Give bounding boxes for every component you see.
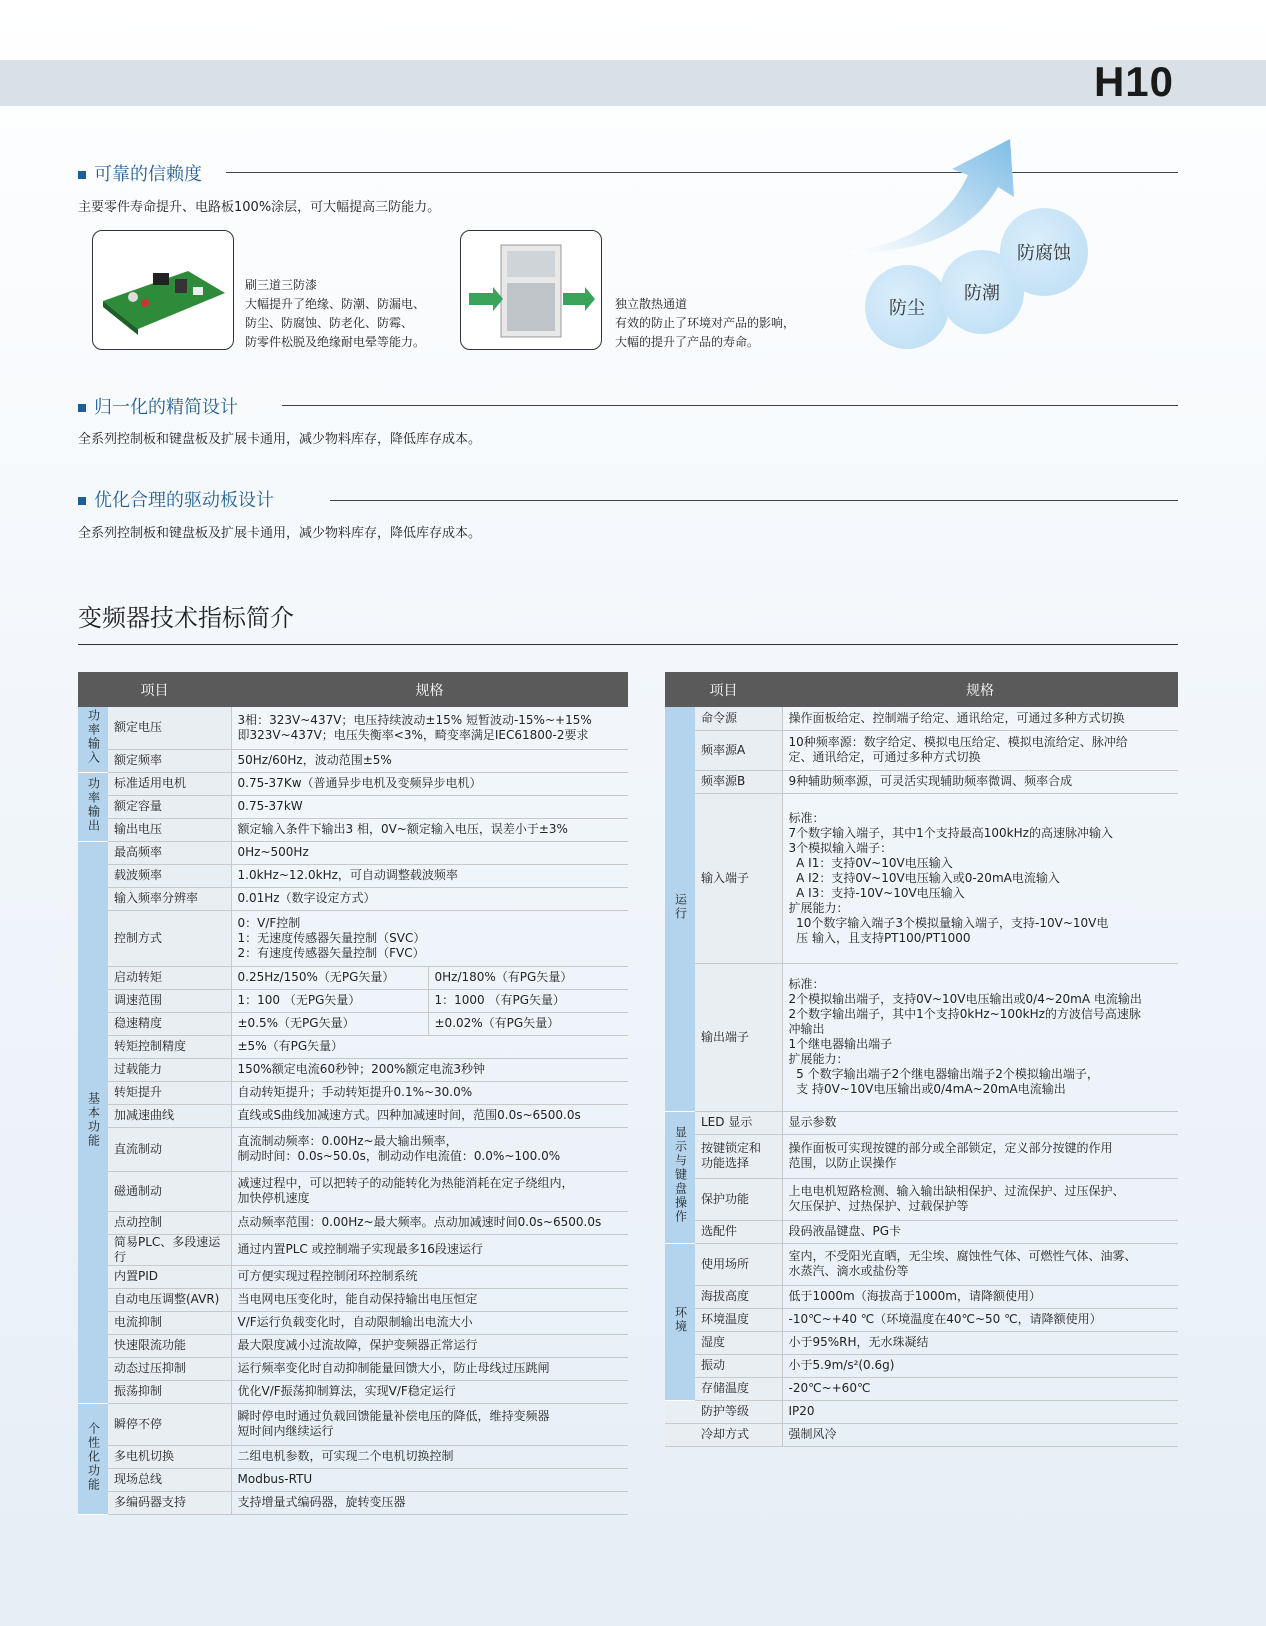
header-band	[0, 60, 1266, 106]
col-header-item: 项目	[78, 672, 231, 707]
spec-value: 0Hz/180%（有PG矢量）	[428, 966, 628, 989]
section-title-driveboard: 优化合理的驱动板设计	[78, 486, 274, 512]
category-cell: 基本功能	[78, 841, 108, 1403]
spec-value: 支持增量式编码器，旋转变压器	[231, 1491, 628, 1514]
section-desc: 全系列控制板和键盘板及扩展卡通用，减少物料库存，降低库存成本。	[78, 526, 482, 541]
spec-item: 频率源A	[695, 730, 782, 770]
spec-item: 多电机切换	[108, 1445, 231, 1468]
spec-item: 防护等级	[695, 1400, 782, 1423]
cooling-caption: 独立散热通道 有效的防止了环境对产品的影响， 大幅的提升了产品的寿命。	[615, 297, 796, 349]
spec-item: 简易PLC、多段速运行	[108, 1234, 231, 1265]
spec-value: 0：V/F控制 1：无速度传感器矢量控制（SVC） 2：有速度传感器矢量控制（FVC）	[231, 910, 628, 966]
spec-value: -20℃~+60℃	[782, 1377, 1178, 1400]
spec-value: 通过内置PLC 或控制端子实现最多16段速运行	[231, 1234, 628, 1265]
spec-value: 上电电机短路检测、输入输出缺相保护、过流保护、过压保护、 欠压保护、过热保护、过载保护等	[782, 1178, 1178, 1220]
spec-item: 按键锁定和 功能选择	[695, 1134, 782, 1178]
spec-value: 室内，不受阳光直晒，无尘埃、腐蚀性气体、可燃性气体、油雾、 水蒸汽、滴水或盐份等	[782, 1243, 1178, 1285]
spec-item: 输入端子	[695, 793, 782, 963]
spec-value: 0.75-37kW	[231, 795, 628, 818]
cooling-image	[460, 230, 602, 350]
category-cell-empty	[665, 1400, 695, 1423]
spec-item: 命令源	[695, 707, 782, 730]
spec-item: 调速范围	[108, 989, 231, 1012]
spec-item: 输出端子	[695, 963, 782, 1111]
spec-value: 0Hz~500Hz	[231, 841, 628, 864]
spec-item: 动态过压抑制	[108, 1357, 231, 1380]
bullet-square-icon	[78, 171, 86, 179]
spec-value: 减速过程中，可以把转子的动能转化为热能消耗在定子绕组内， 加快停机速度	[231, 1171, 628, 1211]
spec-item: 启动转矩	[108, 966, 231, 989]
spec-item: 输出电压	[108, 818, 231, 841]
spec-item: 频率源B	[695, 770, 782, 793]
spec-table-left	[78, 672, 628, 1515]
spec-item: 磁通制动	[108, 1171, 231, 1211]
spec-value: 运行频率变化时自动抑制能量回馈大小，防止母线过压跳闸	[231, 1357, 628, 1380]
spec-value: 小于95%RH，无水珠凝结	[782, 1331, 1178, 1354]
category-cell-empty	[665, 1423, 695, 1446]
spec-item: 环境温度	[695, 1308, 782, 1331]
spec-item: 转矩提升	[108, 1081, 231, 1104]
spec-item: 转矩控制精度	[108, 1035, 231, 1058]
bullet-square-icon	[78, 404, 86, 412]
spec-value: 操作面板可实现按键的部分或全部锁定，定义部分按键的作用 范围，以防止误操作	[782, 1134, 1178, 1178]
spec-item: 振荡抑制	[108, 1380, 231, 1403]
col-header-spec: 规格	[231, 672, 628, 707]
spec-value: 0.75-37Kw（普通异步电机及变频异步电机）	[231, 772, 628, 795]
spec-value: 9种辅助频率源，可灵活实现辅助频率微调、频率合成	[782, 770, 1178, 793]
category-cell: 运行	[665, 707, 695, 1111]
spec-value: 1：1000 （有PG矢量）	[428, 989, 628, 1012]
spec-item: 直流制动	[108, 1127, 231, 1171]
spec-item: 振动	[695, 1354, 782, 1377]
spec-value: 优化V/F振荡抑制算法，实现V/F稳定运行	[231, 1380, 628, 1403]
spec-item: 载波频率	[108, 864, 231, 887]
spec-item: 自动电压调整(AVR)	[108, 1288, 231, 1311]
col-header-item: 项目	[665, 672, 782, 707]
spec-item: 快速限流功能	[108, 1334, 231, 1357]
spec-item: 最高频率	[108, 841, 231, 864]
spec-item: 使用场所	[695, 1243, 782, 1285]
category-cell: 环境	[665, 1243, 695, 1400]
spec-value: IP20	[782, 1400, 1178, 1423]
spec-value: 直流制动频率：0.00Hz~最大输出频率， 制动时间：0.0s~50.0s，制动动作电流值：0.0%~100.0%	[231, 1127, 628, 1171]
spec-item: 额定频率	[108, 749, 231, 772]
spec-item: 额定容量	[108, 795, 231, 818]
section-title-unified: 归一化的精简设计	[78, 393, 238, 419]
spec-item: 瞬停不停	[108, 1403, 231, 1445]
category-cell: 功率输入	[78, 707, 108, 772]
category-cell: 显示与键盘操作	[665, 1111, 695, 1243]
spec-item: 过载能力	[108, 1058, 231, 1081]
spec-value: 最大限度减小过流故障，保护变频器正常运行	[231, 1334, 628, 1357]
spec-value: 3相：323V~437V；电压持续波动±15% 短暂波动-15%~+15% 即323V~437V；电压失衡率<3%，畸变率满足IEC61800-2要求	[231, 707, 628, 749]
spec-value: 0.01Hz（数字设定方式）	[231, 887, 628, 910]
spec-value: 150%额定电流60秒钟；200%额定电流3秒钟	[231, 1058, 628, 1081]
circuit-board-icon	[93, 231, 233, 349]
spec-value: 段码液晶键盘、PG卡	[782, 1220, 1178, 1243]
model-title: H10	[1093, 58, 1174, 105]
spec-value: 低于1000m（海拔高于1000m，请降额使用）	[782, 1285, 1178, 1308]
spec-value: 可方便实现过程控制闭环控制系统	[231, 1265, 628, 1288]
spec-value: 1.0kHz~12.0kHz，可自动调整载波频率	[231, 864, 628, 887]
spec-value: 当电网电压变化时，能自动保持输出电压恒定	[231, 1288, 628, 1311]
spec-value: 瞬时停电时通过负载回馈能量补偿电压的降低，维持变频器 短时间内继续运行	[231, 1403, 628, 1445]
section-rule	[226, 172, 1178, 173]
spec-item: 现场总线	[108, 1468, 231, 1491]
spec-value: -10℃~+40 ℃（环境温度在40℃~50 ℃，请降额使用）	[782, 1308, 1178, 1331]
spec-value: 点动频率范围：0.00Hz~最大频率。点动加减速时间0.0s~6500.0s	[231, 1211, 628, 1234]
spec-value: ±0.5%（无PG矢量）	[231, 1012, 428, 1035]
spec-item: 保护功能	[695, 1178, 782, 1220]
spec-value: 直线或S曲线加减速方式。四种加减速时间，范围0.0s~6500.0s	[231, 1104, 628, 1127]
bullet-square-icon	[78, 497, 86, 505]
pcb-image	[92, 230, 234, 350]
spec-value: V/F运行负载变化时，自动限制输出电流大小	[231, 1311, 628, 1334]
spec-item: 稳速精度	[108, 1012, 231, 1035]
section-desc: 主要零件寿命提升、电路板100%涂层，可大幅提高三防能力。	[78, 200, 441, 215]
spec-value: 1：100 （无PG矢量）	[231, 989, 428, 1012]
spec-value: 额定输入条件下输出3 相，0V~额定输入电压，误差小于±3%	[231, 818, 628, 841]
spec-item: 加减速曲线	[108, 1104, 231, 1127]
spec-value: ±0.02%（有PG矢量）	[428, 1012, 628, 1035]
spec-item: 标准适用电机	[108, 772, 231, 795]
section-rule	[282, 405, 1178, 406]
spec-item: 湿度	[695, 1331, 782, 1354]
bubble-corrosion: 防腐蚀	[1000, 208, 1088, 296]
spec-table-right	[665, 672, 1178, 1447]
section-title-reliability: 可靠的信赖度	[78, 160, 202, 186]
spec-value: 0.25Hz/150%（无PG矢量）	[231, 966, 428, 989]
spec-value: 10种频率源：数字给定、模拟电压给定、模拟电流给定、脉冲给 定、通讯给定，可通过多种方式切换	[782, 730, 1178, 770]
spec-value: 二组电机参数，可实现二个电机切换控制	[231, 1445, 628, 1468]
section-desc: 全系列控制板和键盘板及扩展卡通用，减少物料库存，降低库存成本。	[78, 432, 482, 447]
bubble-dust: 防尘	[865, 265, 949, 349]
spec-item: 内置PID	[108, 1265, 231, 1288]
spec-value: 显示参数	[782, 1111, 1178, 1134]
spec-value: ±5%（有PG矢量）	[231, 1035, 628, 1058]
spec-item: 输入频率分辨率	[108, 887, 231, 910]
pcb-caption: 刷三道三防漆 大幅提升了绝缘、防潮、防漏电、 防尘、防腐蚀、防老化、防霉、 防零件松脱及绝缘耐电晕等能力。	[245, 278, 426, 349]
section-rule	[330, 500, 1178, 501]
spec-item: 点动控制	[108, 1211, 231, 1234]
spec-value: 强制风冷	[782, 1423, 1178, 1446]
col-header-spec: 规格	[782, 672, 1178, 707]
spec-item: 选配件	[695, 1220, 782, 1243]
spec-value: 自动转矩提升；手动转矩提升0.1%~30.0%	[231, 1081, 628, 1104]
bubble-moisture: 防潮	[940, 250, 1024, 334]
spec-item: 控制方式	[108, 910, 231, 966]
spec-item: 冷却方式	[695, 1423, 782, 1446]
spec-value: 标准： 7个数字输入端子，其中1个支持最高100kHz的高速脉冲输入 3个模拟输入端子： A I1：支持0V~10V电压输入 A I2：支持0V~10V电压输入或0-20mA电流输入 A I3：支持-10V~10V电压输入 扩展能力： 10个数字输入端子3个模拟量输入端子，支持-10V~10V电 压 输入，且支持PT100/PT1000	[782, 793, 1178, 963]
inverter-unit-icon	[461, 231, 601, 349]
spec-item: 额定电压	[108, 707, 231, 749]
spec-item: 多编码器支持	[108, 1491, 231, 1514]
spec-item: LED 显示	[695, 1111, 782, 1134]
category-cell: 功率输出	[78, 772, 108, 841]
spec-rule	[78, 644, 1178, 645]
spec-item: 电流抑制	[108, 1311, 231, 1334]
category-cell: 个性化功能	[78, 1403, 108, 1514]
spec-value: 50Hz/60Hz，波动范围±5%	[231, 749, 628, 772]
spec-item: 存储温度	[695, 1377, 782, 1400]
spec-value: 小于5.9m/s²(0.6g)	[782, 1354, 1178, 1377]
spec-title: 变频器技术指标简介	[78, 604, 294, 632]
spec-value: 操作面板给定、控制端子给定、通讯给定，可通过多种方式切换	[782, 707, 1178, 730]
spec-item: 海拔高度	[695, 1285, 782, 1308]
spec-value: Modbus-RTU	[231, 1468, 628, 1491]
spec-value: 标准： 2个模拟输出端子，支持0V~10V电压输出或0/4~20mA 电流输出 2个数字输出端子，其中1个支持0kHz~100kHz的方波信号高速脉 冲输出 1个继电器输出端子 扩展能力： 5 个数字输出端子2个继电器输出端子2个模拟输出端子， 支 持0V~10V电压输出或0/4mA~20mA电流输出	[782, 963, 1178, 1111]
